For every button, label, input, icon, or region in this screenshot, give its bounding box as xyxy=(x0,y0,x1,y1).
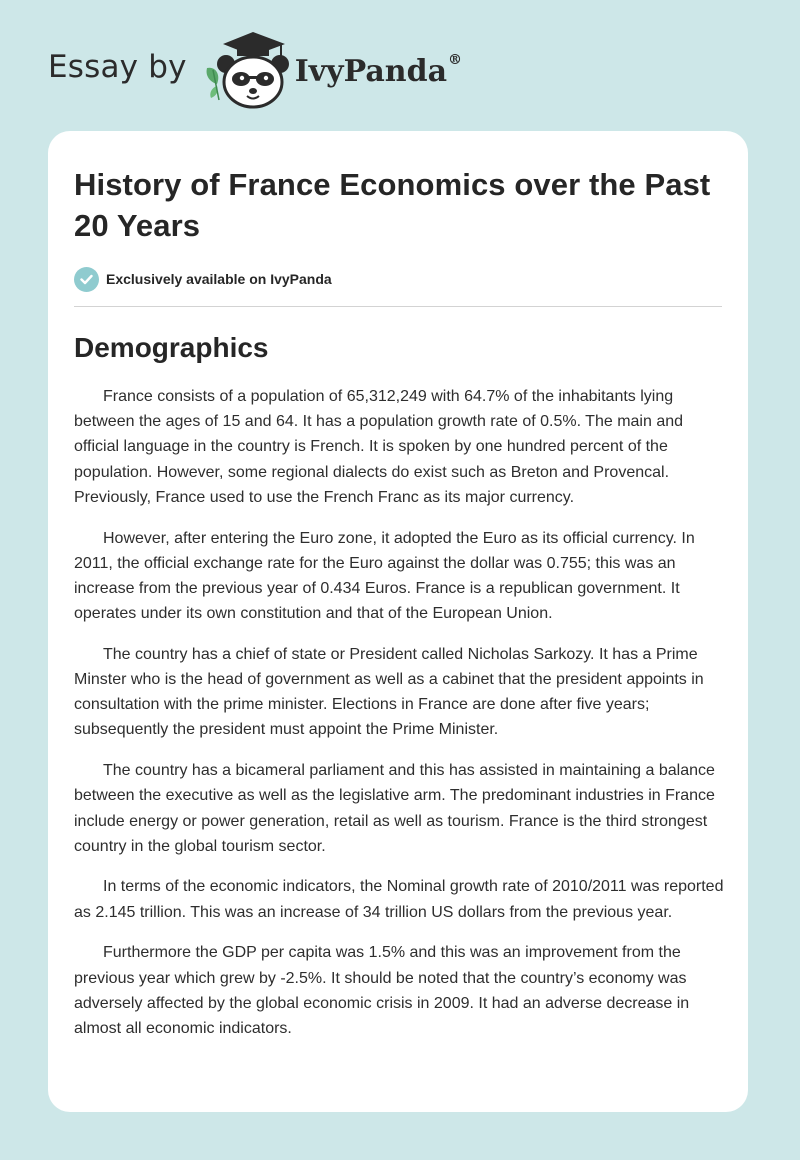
brand-name[interactable] xyxy=(294,51,463,89)
paragraph: The country has a bicameral parliament and this has assisted in maintaining a balance between the executive as well as the legislative arm. The predominant industries in France include energy or power generation, retail as well as tourism. France is the third strongest country in the global tourism sector. xyxy=(74,762,715,855)
brand-text: IvyPanda xyxy=(294,53,448,89)
article-card xyxy=(48,131,748,1112)
page-title: History of France Economics over the Past 20 Years xyxy=(74,167,711,243)
paragraph: However, after entering the Euro zone, it adopted the Euro as its official currency. In 2011, the official exchange rate for the Euro against the dollar was 0.755; this was an increase from the previous year of 0.434 Euros. France is a republican government. It operates under its own constitution and that of the European Union. xyxy=(74,529,695,623)
paragraph: In terms of the economic indicators, the Nominal growth rate of 2010/2011 was reported as 2.145 trillion. This was an increase of 34 trillion US dollars from the previous year. xyxy=(74,878,724,921)
divider xyxy=(74,306,722,307)
paragraph: France consists of a population of 65,312,249 with 64.7% of the inhabitants lying between the ages of 15 and 64. It has a population growth rate of 0.5%. The main and official language in the country is French. It is spoken by one hundred percent of the population. However, some regional dialects do exist such as Breton and Provencal. Previously, France used to use the French Franc as its major currency. xyxy=(74,388,684,506)
exclusive-badge xyxy=(74,266,722,292)
panda-graduate-logo-icon[interactable] xyxy=(201,30,291,110)
section-heading: Demographics xyxy=(74,332,269,363)
paragraph: The country has a chief of state or President called Nicholas Sarkozy. It has a Prime Minster who is the head of government as well as a cabinet that the president appoints in consultation with the prime minister. Elections in France are done after five years; subsequently the president must appoint the Prime Minister. xyxy=(74,645,704,739)
registered-mark: ® xyxy=(448,51,463,68)
paragraph: Furthermore the GDP per capita was 1.5% and this was an improvement from the previous year which grew by -2.5%. It should be noted that the country’s economy was adversely affected by the global economic crisis in 2009. It had an adverse decrease in almost all economic indicators. xyxy=(74,944,690,1037)
essay-by-label: Essay by xyxy=(48,49,187,85)
article-body xyxy=(74,384,722,1041)
site-header xyxy=(48,30,462,110)
badge-text: Exclusively available on IvyPanda xyxy=(106,271,332,287)
check-circle-icon xyxy=(74,267,99,292)
